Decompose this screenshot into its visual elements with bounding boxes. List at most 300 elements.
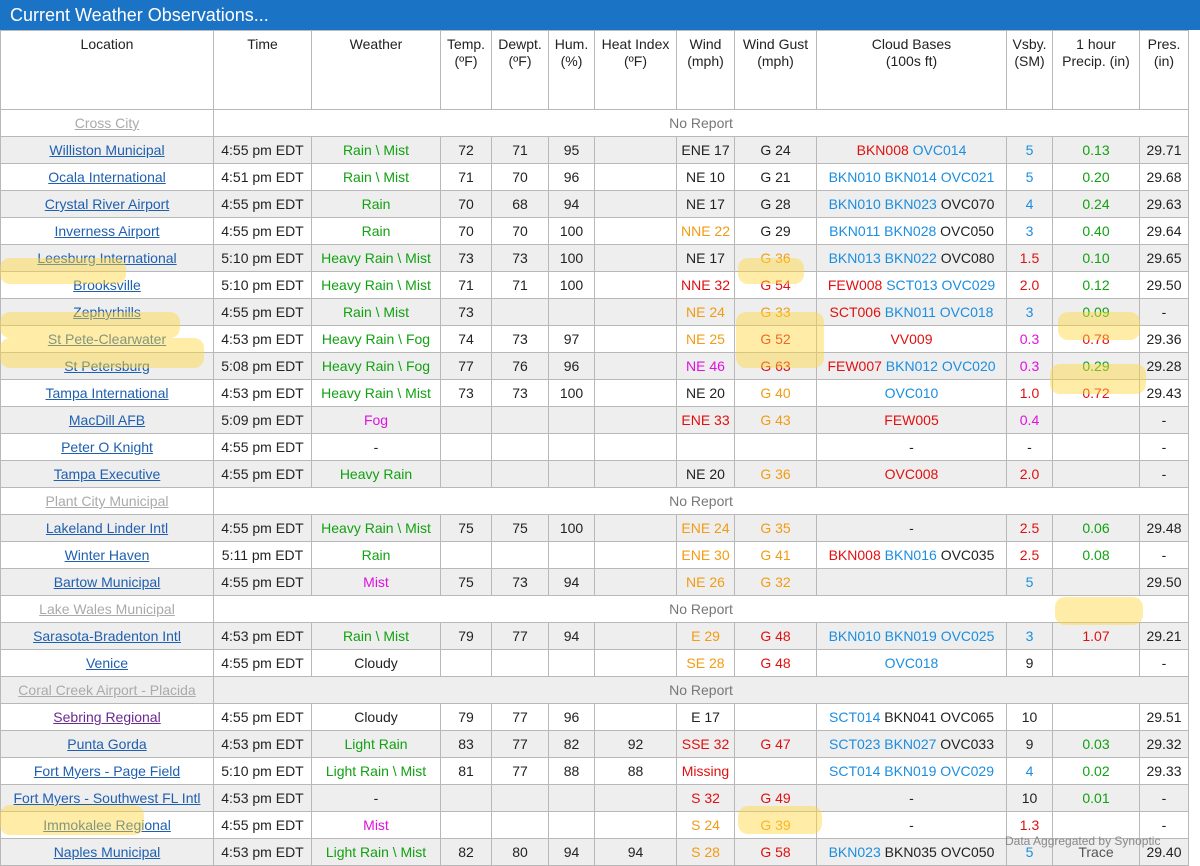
cloud-bases-cell bbox=[817, 434, 1007, 461]
table-row bbox=[1, 677, 1189, 704]
precip-cell: 0.13 bbox=[1053, 137, 1140, 164]
location-cell bbox=[1, 515, 214, 542]
wind-gust-cell bbox=[735, 704, 817, 731]
visibility-cell: 3 bbox=[1007, 299, 1053, 326]
weather-cell: Rain \ Mist bbox=[312, 164, 441, 191]
cloud-layer: SCT013 bbox=[886, 277, 938, 293]
cloud-layer: OVC029 bbox=[941, 277, 996, 293]
wind-gust-cell: G 52 bbox=[735, 326, 817, 353]
wind-gust-cell: G 58 bbox=[735, 839, 817, 866]
location-link[interactable]: Fort Myers - Southwest FL Intl bbox=[13, 790, 201, 806]
cloud-bases-cell bbox=[817, 353, 1007, 380]
location-cell bbox=[1, 272, 214, 299]
table-row bbox=[1, 164, 1189, 191]
location-link[interactable]: MacDill AFB bbox=[68, 412, 146, 428]
temp-cell: 73 bbox=[441, 299, 492, 326]
col-cloud-bases[interactable]: Cloud Bases (100s ft) bbox=[817, 31, 1007, 110]
visibility-cell: 10 bbox=[1007, 785, 1053, 812]
pressure-cell: 29.68 bbox=[1140, 164, 1189, 191]
location-cell bbox=[1, 164, 214, 191]
col-precip[interactable]: 1 hour Precip. (in) bbox=[1053, 31, 1140, 110]
dewpoint-cell: 70 bbox=[492, 218, 549, 245]
weather-cell: Fog bbox=[312, 407, 441, 434]
time-cell: 4:55 pm EDT bbox=[214, 515, 312, 542]
time-cell: 5:09 pm EDT bbox=[214, 407, 312, 434]
wind-gust-cell: G 24 bbox=[735, 137, 817, 164]
pressure-cell: 29.43 bbox=[1140, 380, 1189, 407]
location-cell bbox=[1, 326, 214, 353]
cloud-layer: OVC050 bbox=[940, 223, 994, 239]
dewpoint-cell: 73 bbox=[492, 245, 549, 272]
precip-cell: 0.08 bbox=[1053, 542, 1140, 569]
visibility-cell: 4 bbox=[1007, 191, 1053, 218]
wind-cell: NE 25 bbox=[677, 326, 735, 353]
pressure-cell: 29.40 bbox=[1140, 839, 1189, 866]
temp-cell: 70 bbox=[441, 218, 492, 245]
location-link[interactable]: Tampa Executive bbox=[53, 466, 161, 482]
table-row bbox=[1, 569, 1189, 596]
cloud-bases-cell bbox=[817, 407, 1007, 434]
cloud-layer: VV009 bbox=[890, 331, 933, 347]
humidity-cell: 94 bbox=[549, 839, 595, 866]
table-row bbox=[1, 218, 1189, 245]
visibility-cell: - bbox=[1007, 434, 1053, 461]
time-cell: 4:55 pm EDT bbox=[214, 137, 312, 164]
cloud-layer: SCT014 bbox=[829, 709, 881, 725]
dewpoint-cell: 68 bbox=[492, 191, 549, 218]
location-link[interactable]: Leesburg International bbox=[37, 250, 177, 266]
cloud-bases-cell bbox=[817, 191, 1007, 218]
weather-cell: Heavy Rain \ Mist bbox=[312, 380, 441, 407]
table-row bbox=[1, 758, 1189, 785]
dewpoint-cell: 75 bbox=[492, 515, 549, 542]
cloud-bases-cell bbox=[817, 812, 1007, 839]
location-cell bbox=[1, 218, 214, 245]
location-link[interactable]: Winter Haven bbox=[64, 547, 150, 563]
time-cell: 4:55 pm EDT bbox=[214, 812, 312, 839]
table-row bbox=[1, 353, 1189, 380]
location-link[interactable]: Lakeland Linder Intl bbox=[45, 520, 169, 536]
precip-cell bbox=[1053, 461, 1140, 488]
wind-gust-cell: G 49 bbox=[735, 785, 817, 812]
weather-cell: Heavy Rain \ Mist bbox=[312, 245, 441, 272]
col-weather[interactable]: Weather bbox=[312, 31, 441, 110]
cloud-layer: OVC029 bbox=[940, 763, 994, 779]
cloud-bases-cell bbox=[817, 731, 1007, 758]
humidity-cell: 97 bbox=[549, 326, 595, 353]
dewpoint-cell bbox=[492, 542, 549, 569]
humidity-cell: 100 bbox=[549, 245, 595, 272]
dewpoint-cell: 77 bbox=[492, 623, 549, 650]
wind-gust-cell: G 33 bbox=[735, 299, 817, 326]
weather-cell: Light Rain \ Mist bbox=[312, 839, 441, 866]
location-link[interactable]: Crystal River Airport bbox=[44, 196, 170, 212]
time-cell: 4:55 pm EDT bbox=[214, 218, 312, 245]
precip-cell bbox=[1053, 407, 1140, 434]
col-dewpoint[interactable]: Dewpt. (ºF) bbox=[492, 31, 549, 110]
wind-cell: S 24 bbox=[677, 812, 735, 839]
weather-cell: - bbox=[312, 785, 441, 812]
temp-cell bbox=[441, 434, 492, 461]
dewpoint-cell: 71 bbox=[492, 137, 549, 164]
heat-index-cell bbox=[595, 623, 677, 650]
cloud-layer: BKN022 bbox=[884, 250, 937, 266]
pressure-cell: 29.71 bbox=[1140, 137, 1189, 164]
pressure-cell: - bbox=[1140, 542, 1189, 569]
visibility-cell: 1.3 bbox=[1007, 812, 1053, 839]
cloud-layer: - bbox=[909, 520, 914, 536]
cloud-bases-cell bbox=[817, 650, 1007, 677]
dewpoint-cell bbox=[492, 650, 549, 677]
table-row bbox=[1, 731, 1189, 758]
heat-index-cell bbox=[595, 299, 677, 326]
observations-table bbox=[0, 30, 1189, 866]
temp-cell: 72 bbox=[441, 137, 492, 164]
location-cell bbox=[1, 650, 214, 677]
cloud-layer: BKN013 bbox=[828, 250, 881, 266]
location-link[interactable]: Plant City Municipal bbox=[45, 493, 169, 509]
location-link[interactable]: Immokalee Regional bbox=[43, 817, 171, 833]
location-cell bbox=[1, 191, 214, 218]
location-link[interactable]: Cross City bbox=[74, 115, 140, 131]
humidity-cell: 96 bbox=[549, 704, 595, 731]
visibility-cell: 10 bbox=[1007, 704, 1053, 731]
wind-gust-cell: G 47 bbox=[735, 731, 817, 758]
cloud-layer: BKN010 bbox=[828, 196, 881, 212]
temp-cell: 75 bbox=[441, 569, 492, 596]
location-cell bbox=[1, 596, 214, 623]
humidity-cell: 95 bbox=[549, 137, 595, 164]
heat-index-cell bbox=[595, 407, 677, 434]
col-wind[interactable]: Wind (mph) bbox=[677, 31, 735, 110]
table-row bbox=[1, 326, 1189, 353]
cloud-layer: BKN008 bbox=[856, 142, 909, 158]
pressure-cell: - bbox=[1140, 650, 1189, 677]
table-body bbox=[1, 110, 1189, 866]
location-link[interactable]: Tampa International bbox=[45, 385, 169, 401]
dewpoint-cell: 77 bbox=[492, 704, 549, 731]
visibility-cell: 3 bbox=[1007, 218, 1053, 245]
heat-index-cell bbox=[595, 380, 677, 407]
heat-index-cell bbox=[595, 461, 677, 488]
heat-index-cell bbox=[595, 569, 677, 596]
time-cell: 4:51 pm EDT bbox=[214, 164, 312, 191]
humidity-cell: 100 bbox=[549, 515, 595, 542]
weather-cell: Heavy Rain \ Mist bbox=[312, 272, 441, 299]
dewpoint-cell bbox=[492, 812, 549, 839]
temp-cell: 79 bbox=[441, 623, 492, 650]
dewpoint-cell bbox=[492, 407, 549, 434]
col-visibility[interactable]: Vsby. (SM) bbox=[1007, 31, 1053, 110]
time-cell: 5:08 pm EDT bbox=[214, 353, 312, 380]
cloud-bases-cell bbox=[817, 380, 1007, 407]
precip-cell: Trace bbox=[1053, 839, 1140, 866]
visibility-cell: 2.5 bbox=[1007, 515, 1053, 542]
cloud-bases-cell bbox=[817, 245, 1007, 272]
time-cell: 4:53 pm EDT bbox=[214, 380, 312, 407]
heat-index-cell bbox=[595, 245, 677, 272]
visibility-cell: 2.0 bbox=[1007, 272, 1053, 299]
cloud-layer: OVC050 bbox=[940, 844, 995, 860]
location-cell bbox=[1, 299, 214, 326]
time-cell: 4:55 pm EDT bbox=[214, 704, 312, 731]
heat-index-cell bbox=[595, 704, 677, 731]
heat-index-cell bbox=[595, 542, 677, 569]
weather-cell: Mist bbox=[312, 812, 441, 839]
wind-gust-cell: G 48 bbox=[735, 650, 817, 677]
weather-cell: Cloudy bbox=[312, 650, 441, 677]
dewpoint-cell: 73 bbox=[492, 380, 549, 407]
pressure-cell: 29.28 bbox=[1140, 353, 1189, 380]
cloud-layer: BKN010 bbox=[828, 169, 881, 185]
col-temp[interactable]: Temp. (ºF) bbox=[441, 31, 492, 110]
cloud-bases-cell bbox=[817, 272, 1007, 299]
location-link[interactable]: Bartow Municipal bbox=[53, 574, 161, 590]
cloud-bases-cell bbox=[817, 137, 1007, 164]
dewpoint-cell: 70 bbox=[492, 164, 549, 191]
location-cell bbox=[1, 488, 214, 515]
location-cell bbox=[1, 353, 214, 380]
pressure-cell: - bbox=[1140, 407, 1189, 434]
cloud-layer: BKN027 bbox=[884, 736, 937, 752]
location-link[interactable]: Lake Wales Municipal bbox=[39, 601, 175, 617]
cloud-layer: OVC070 bbox=[940, 196, 995, 212]
cloud-layer: BKN019 bbox=[884, 628, 937, 644]
location-cell bbox=[1, 434, 214, 461]
cloud-layer: BKN023 bbox=[828, 844, 881, 860]
visibility-cell: 9 bbox=[1007, 650, 1053, 677]
humidity-cell bbox=[549, 299, 595, 326]
cloud-layer: BKN023 bbox=[884, 196, 937, 212]
table-row bbox=[1, 434, 1189, 461]
location-link[interactable]: Brooksville bbox=[73, 277, 141, 293]
wind-cell: S 28 bbox=[677, 839, 735, 866]
temp-cell: 71 bbox=[441, 272, 492, 299]
humidity-cell: 94 bbox=[549, 191, 595, 218]
cloud-layer: BKN008 bbox=[828, 547, 881, 563]
cloud-bases-cell bbox=[817, 758, 1007, 785]
wind-cell: NE 20 bbox=[677, 380, 735, 407]
dewpoint-cell: 77 bbox=[492, 731, 549, 758]
no-report-cell: No Report bbox=[214, 110, 1189, 137]
pressure-cell: 29.36 bbox=[1140, 326, 1189, 353]
temp-cell bbox=[441, 407, 492, 434]
dewpoint-cell bbox=[492, 434, 549, 461]
temp-cell: 74 bbox=[441, 326, 492, 353]
time-cell: 5:10 pm EDT bbox=[214, 758, 312, 785]
wind-cell: ENE 17 bbox=[677, 137, 735, 164]
wind-cell: ENE 30 bbox=[677, 542, 735, 569]
weather-cell: Rain bbox=[312, 542, 441, 569]
pressure-cell: 29.50 bbox=[1140, 272, 1189, 299]
no-report-cell: No Report bbox=[214, 596, 1189, 623]
location-link[interactable]: Peter O Knight bbox=[61, 439, 153, 455]
wind-cell: S 32 bbox=[677, 785, 735, 812]
visibility-cell: 0.3 bbox=[1007, 353, 1053, 380]
cloud-layer: FEW008 bbox=[827, 277, 883, 293]
pressure-cell: 29.63 bbox=[1140, 191, 1189, 218]
cloud-bases-cell bbox=[817, 164, 1007, 191]
heat-index-cell bbox=[595, 272, 677, 299]
wind-gust-cell: G 43 bbox=[735, 407, 817, 434]
time-cell: 4:53 pm EDT bbox=[214, 623, 312, 650]
cloud-bases-cell bbox=[817, 542, 1007, 569]
pressure-cell: 29.21 bbox=[1140, 623, 1189, 650]
visibility-cell: 3 bbox=[1007, 623, 1053, 650]
pressure-cell: 29.51 bbox=[1140, 704, 1189, 731]
col-wind-gust[interactable]: Wind Gust (mph) bbox=[735, 31, 817, 110]
time-cell: 4:53 pm EDT bbox=[214, 326, 312, 353]
weather-cell: Heavy Rain \ Fog bbox=[312, 326, 441, 353]
temp-cell bbox=[441, 812, 492, 839]
temp-cell: 83 bbox=[441, 731, 492, 758]
cloud-layer: BKN041 bbox=[884, 709, 937, 725]
col-time[interactable]: Time bbox=[214, 31, 312, 110]
time-cell: 5:10 pm EDT bbox=[214, 245, 312, 272]
pressure-cell: - bbox=[1140, 434, 1189, 461]
table-row bbox=[1, 650, 1189, 677]
humidity-cell: 82 bbox=[549, 731, 595, 758]
table-row bbox=[1, 596, 1189, 623]
visibility-cell: 4 bbox=[1007, 758, 1053, 785]
wind-cell bbox=[677, 434, 735, 461]
time-cell: 4:55 pm EDT bbox=[214, 191, 312, 218]
cloud-layer: BKN011 bbox=[829, 223, 881, 239]
cloud-bases-cell bbox=[817, 326, 1007, 353]
dewpoint-cell: 73 bbox=[492, 326, 549, 353]
dewpoint-cell bbox=[492, 299, 549, 326]
location-link[interactable]: Ocala International bbox=[48, 169, 166, 185]
weather-cell: Light Rain \ Mist bbox=[312, 758, 441, 785]
location-cell bbox=[1, 758, 214, 785]
table-row bbox=[1, 542, 1189, 569]
humidity-cell bbox=[549, 785, 595, 812]
wind-gust-cell: G 28 bbox=[735, 191, 817, 218]
location-link[interactable]: Williston Municipal bbox=[49, 142, 165, 158]
humidity-cell: 88 bbox=[549, 758, 595, 785]
location-link[interactable]: St Pete-Clearwater bbox=[47, 331, 167, 347]
temp-cell: 71 bbox=[441, 164, 492, 191]
heat-index-cell bbox=[595, 812, 677, 839]
location-link[interactable]: Inverness Airport bbox=[54, 223, 160, 239]
humidity-cell bbox=[549, 434, 595, 461]
table-row bbox=[1, 380, 1189, 407]
table-row bbox=[1, 785, 1189, 812]
location-link[interactable]: Sarasota-Bradenton Intl bbox=[33, 628, 181, 644]
weather-cell: Rain bbox=[312, 191, 441, 218]
heat-index-cell bbox=[595, 164, 677, 191]
pressure-cell: - bbox=[1140, 812, 1189, 839]
wind-gust-cell: G 21 bbox=[735, 164, 817, 191]
table-row bbox=[1, 137, 1189, 164]
wind-cell: NE 26 bbox=[677, 569, 735, 596]
visibility-cell: 1.0 bbox=[1007, 380, 1053, 407]
precip-cell: 0.01 bbox=[1053, 785, 1140, 812]
cloud-layer: BKN035 bbox=[884, 844, 937, 860]
weather-cell: Light Rain bbox=[312, 731, 441, 758]
visibility-cell: 0.4 bbox=[1007, 407, 1053, 434]
cloud-layer: OVC035 bbox=[940, 547, 995, 563]
humidity-cell: 100 bbox=[549, 218, 595, 245]
location-link[interactable]: Zephyrhills bbox=[73, 304, 141, 320]
location-link[interactable]: Fort Myers - Page Field bbox=[33, 763, 181, 779]
wind-gust-cell: G 41 bbox=[735, 542, 817, 569]
col-humidity[interactable]: Hum. (%) bbox=[549, 31, 595, 110]
table-row bbox=[1, 407, 1189, 434]
heat-index-cell bbox=[595, 785, 677, 812]
time-cell: 4:55 pm EDT bbox=[214, 434, 312, 461]
cloud-bases-cell bbox=[817, 569, 1007, 596]
cloud-layer: OVC018 bbox=[939, 304, 994, 320]
dewpoint-cell bbox=[492, 461, 549, 488]
location-link[interactable]: Sebring Regional bbox=[53, 709, 161, 725]
location-link[interactable]: Naples Municipal bbox=[53, 844, 161, 860]
wind-cell: Missing bbox=[677, 758, 735, 785]
precip-cell: 0.06 bbox=[1053, 515, 1140, 542]
table-row bbox=[1, 299, 1189, 326]
precip-cell: 1.07 bbox=[1053, 623, 1140, 650]
pressure-cell: 29.48 bbox=[1140, 515, 1189, 542]
location-link[interactable]: St Petersburg bbox=[64, 358, 150, 374]
wind-cell: ENE 24 bbox=[677, 515, 735, 542]
location-cell bbox=[1, 569, 214, 596]
table-header bbox=[1, 31, 1189, 110]
location-link[interactable]: Venice bbox=[85, 655, 129, 671]
weather-cell: Heavy Rain \ Fog bbox=[312, 353, 441, 380]
wind-cell: E 17 bbox=[677, 704, 735, 731]
cloud-layer: - bbox=[909, 439, 914, 455]
wind-gust-cell: G 35 bbox=[735, 515, 817, 542]
col-heat-index[interactable]: Heat Index (ºF) bbox=[595, 31, 677, 110]
cloud-layer: OVC014 bbox=[912, 142, 967, 158]
cloud-layer: OVC033 bbox=[940, 736, 994, 752]
precip-cell: 0.24 bbox=[1053, 191, 1140, 218]
wind-gust-cell: G 40 bbox=[735, 380, 817, 407]
precip-cell: 0.40 bbox=[1053, 218, 1140, 245]
wind-gust-cell: G 29 bbox=[735, 218, 817, 245]
location-link[interactable]: Coral Creek Airport - Placida bbox=[18, 682, 196, 698]
cloud-layer: BKN011 bbox=[884, 304, 936, 320]
time-cell: 5:11 pm EDT bbox=[214, 542, 312, 569]
cloud-layer: OVC020 bbox=[941, 358, 996, 374]
cloud-layer: FEW005 bbox=[884, 412, 939, 428]
cloud-layer: BKN016 bbox=[884, 547, 937, 563]
heat-index-cell bbox=[595, 353, 677, 380]
temp-cell: 75 bbox=[441, 515, 492, 542]
weather-cell: Rain \ Mist bbox=[312, 623, 441, 650]
location-link[interactable]: Punta Gorda bbox=[67, 736, 147, 752]
location-cell bbox=[1, 245, 214, 272]
visibility-cell: 5 bbox=[1007, 137, 1053, 164]
humidity-cell bbox=[549, 407, 595, 434]
col-location[interactable]: Location bbox=[1, 31, 214, 110]
time-cell: 4:55 pm EDT bbox=[214, 461, 312, 488]
location-cell bbox=[1, 623, 214, 650]
cloud-layer: OVC080 bbox=[940, 250, 995, 266]
col-pressure[interactable]: Pres. (in) bbox=[1140, 31, 1189, 110]
no-report-cell: No Report bbox=[214, 488, 1189, 515]
wind-gust-cell: G 54 bbox=[735, 272, 817, 299]
location-cell bbox=[1, 380, 214, 407]
pressure-cell: - bbox=[1140, 785, 1189, 812]
wind-gust-cell: G 63 bbox=[735, 353, 817, 380]
wind-cell: NE 10 bbox=[677, 164, 735, 191]
wind-gust-cell: G 32 bbox=[735, 569, 817, 596]
cloud-layer: OVC010 bbox=[884, 385, 939, 401]
no-report-cell: No Report bbox=[214, 677, 1189, 704]
heat-index-cell bbox=[595, 515, 677, 542]
wind-cell: NE 24 bbox=[677, 299, 735, 326]
